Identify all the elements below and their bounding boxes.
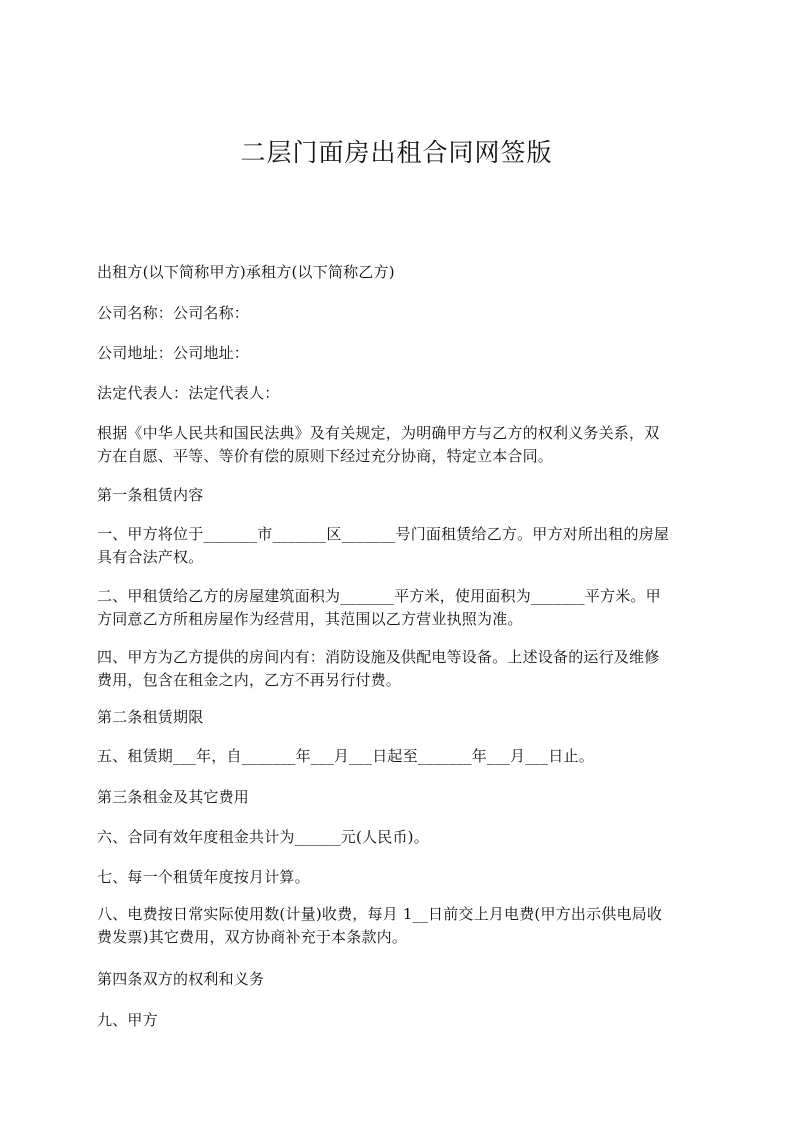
paragraph-line: 方在自愿、平等、等价有偿的原则下经过充分协商，特定立本合同。 xyxy=(97,447,554,465)
paragraph-line: 出租方(以下简称甲方)承租方(以下简称乙方) xyxy=(97,263,395,281)
paragraph-line: 六、合同有效年度租金共计为______元(人民币)。 xyxy=(97,828,429,846)
paragraph-company-address xyxy=(97,342,697,365)
paragraph-line: 根据《中华人民共和国民法典》及有关规定，为明确甲方与乙方的权利义务关系，双 xyxy=(97,424,660,442)
clause-4 xyxy=(97,646,697,692)
paragraph-line: 费用，包含在租金之内，乙方不再另行付费。 xyxy=(97,671,402,689)
paragraph-line: 八、电费按日常实际使用数(计量)收费，每月 1__日前交上月电费(甲方出示供电局收 xyxy=(97,905,663,923)
document-title: 二层门面房出租合同网签版 xyxy=(240,138,553,167)
paragraph-company-name xyxy=(97,302,697,325)
paragraph-parties xyxy=(97,261,697,284)
paragraph-line: 公司地址：公司地址： xyxy=(97,344,250,362)
section-heading-1 xyxy=(97,484,697,507)
paragraph-line: 具有合法产权。 xyxy=(97,548,204,566)
paragraph-preamble xyxy=(97,422,697,468)
paragraph-line: 公司名称：公司名称： xyxy=(97,304,250,322)
clause-9 xyxy=(97,1009,697,1032)
clause-5 xyxy=(97,745,697,768)
clause-6 xyxy=(97,826,697,849)
paragraph-line: 四、甲方为乙方提供的房间内有：消防设施及供配电等设备。上述设备的运行及维修 xyxy=(97,648,660,666)
section-heading-2 xyxy=(97,706,697,729)
paragraph-line: 一、甲方将位于_______市_______区_______号门面租赁给乙方。甲方对所出租的房屋 xyxy=(97,525,670,543)
clause-1 xyxy=(97,523,697,569)
clause-2 xyxy=(97,585,697,631)
paragraph-line: 第二条租赁期限 xyxy=(97,708,204,726)
paragraph-line: 七、每一个租赁年度按月计算。 xyxy=(97,868,310,886)
paragraph-legal-representative xyxy=(97,382,697,405)
clause-7 xyxy=(97,866,697,889)
paragraph-line: 法定代表人：法定代表人： xyxy=(97,384,280,402)
paragraph-line: 第三条租金及其它费用 xyxy=(97,788,250,806)
paragraph-line: 九、甲方 xyxy=(97,1011,158,1029)
paragraph-line: 费发票)其它费用，双方协商补充于本条款内。 xyxy=(97,928,408,946)
paragraph-line: 第四条双方的权利和义务 xyxy=(97,970,265,988)
paragraph-line: 方同意乙方所租房屋作为经营用，其范围以乙方营业执照为准。 xyxy=(97,610,523,628)
paragraph-line: 二、甲租赁给乙方的房屋建筑面积为_______平方米，使用面积为_______平方米。甲 xyxy=(97,587,661,605)
clause-8 xyxy=(97,903,697,949)
section-heading-4 xyxy=(97,968,697,991)
paragraph-line: 第一条租赁内容 xyxy=(97,486,204,504)
section-heading-3 xyxy=(97,786,697,809)
paragraph-line: 五、租赁期___年，自_______年___月___日起至_______年___月___日止。 xyxy=(97,747,594,765)
